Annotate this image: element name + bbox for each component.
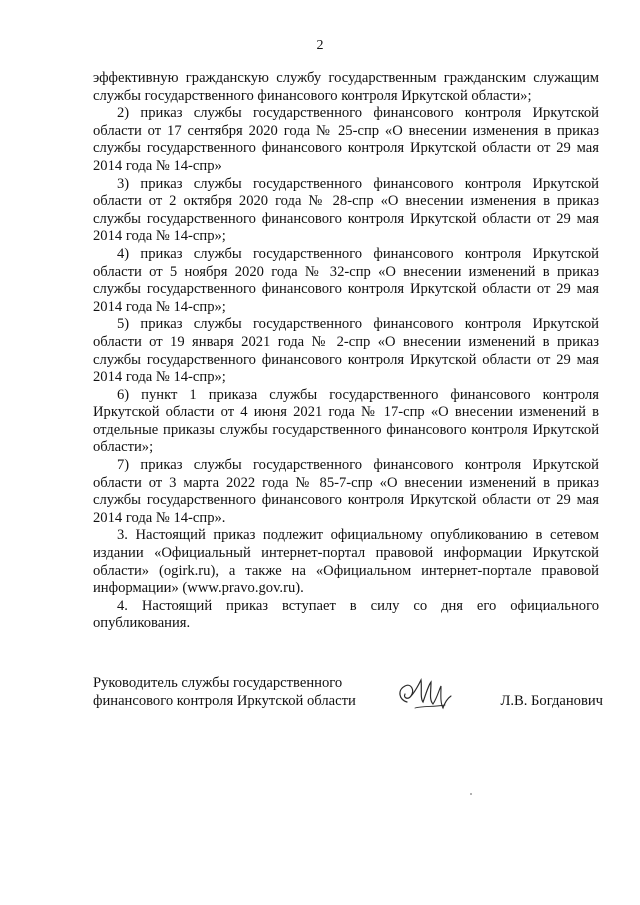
paragraph-continuation: эффективную гражданскую службу государственным гражданским служащим службы государственного финансового контроля Иркутской области»;	[93, 70, 599, 104]
signatory-title-line-2: финансового контроля Иркутской области	[93, 693, 356, 709]
signature-block	[93, 674, 603, 724]
list-item-5: 5) приказ службы государственного финансового контроля Иркутской области от 19 января 2021 года № 2-спр «О внесении изменений в приказ службы государственного финансового контроля Иркутской области от 29 мая 2014 года № 14-спр»;	[93, 316, 599, 386]
list-item-4: 4) приказ службы государственного финансового контроля Иркутской области от 5 ноября 2020 года № 32-спр «О внесении изменений в приказ службы государственного финансового контроля Иркутской области от 29 мая 2014 года № 14-спр»;	[93, 245, 599, 315]
list-item-3: 3) приказ службы государственного финансового контроля Иркутской области от 2 октября 2020 года № 28-спр «О внесении изменения в приказ службы государственного финансового контроля Иркутской области от 29 мая 2014 года № 14-спр»;	[93, 175, 599, 245]
scan-artifact	[470, 793, 472, 795]
document-body	[93, 70, 599, 633]
clause-4-effective-date: 4. Настоящий приказ вступает в силу со дня его официального опубликования.	[93, 597, 599, 632]
clause-3-publication: 3. Настоящий приказ подлежит официальному опубликованию в сетевом издании «Официальный интернет-портал правовой информации Иркутской области» (ogirk.ru), а также на «Официальном интернет-портале правовой информации» (www.pravo.gov.ru).	[93, 527, 599, 597]
list-item-6: 6) пункт 1 приказа службы государственного финансового контроля Иркутской области от 4 июня 2021 года № 17-спр «О внесении изменений в отдельные приказы службы государственного финансового контроля Иркутской области»;	[93, 386, 599, 456]
page-number: 2	[316, 38, 324, 53]
signatory-name: Л.В. Богданович	[500, 693, 603, 709]
list-item-2: 2) приказ службы государственного финансового контроля Иркутской области от 17 сентября 2020 года № 25-спр «О внесении изменения в приказ службы государственного финансового контроля Иркутской области от 29 мая 2014 года № 14-спр»	[93, 105, 599, 174]
signatory-title	[93, 674, 393, 710]
signatory-title-line-1: Руководитель службы государственного	[93, 675, 343, 691]
list-item-7: 7) приказ службы государственного финансового контроля Иркутской области от 3 марта 2022 года № 85-7-спр «О внесении изменений в приказ службы государственного финансового контроля Иркутской области от 29 мая 2014 года № 14-спр».	[93, 457, 599, 526]
handwritten-signature	[393, 672, 455, 718]
